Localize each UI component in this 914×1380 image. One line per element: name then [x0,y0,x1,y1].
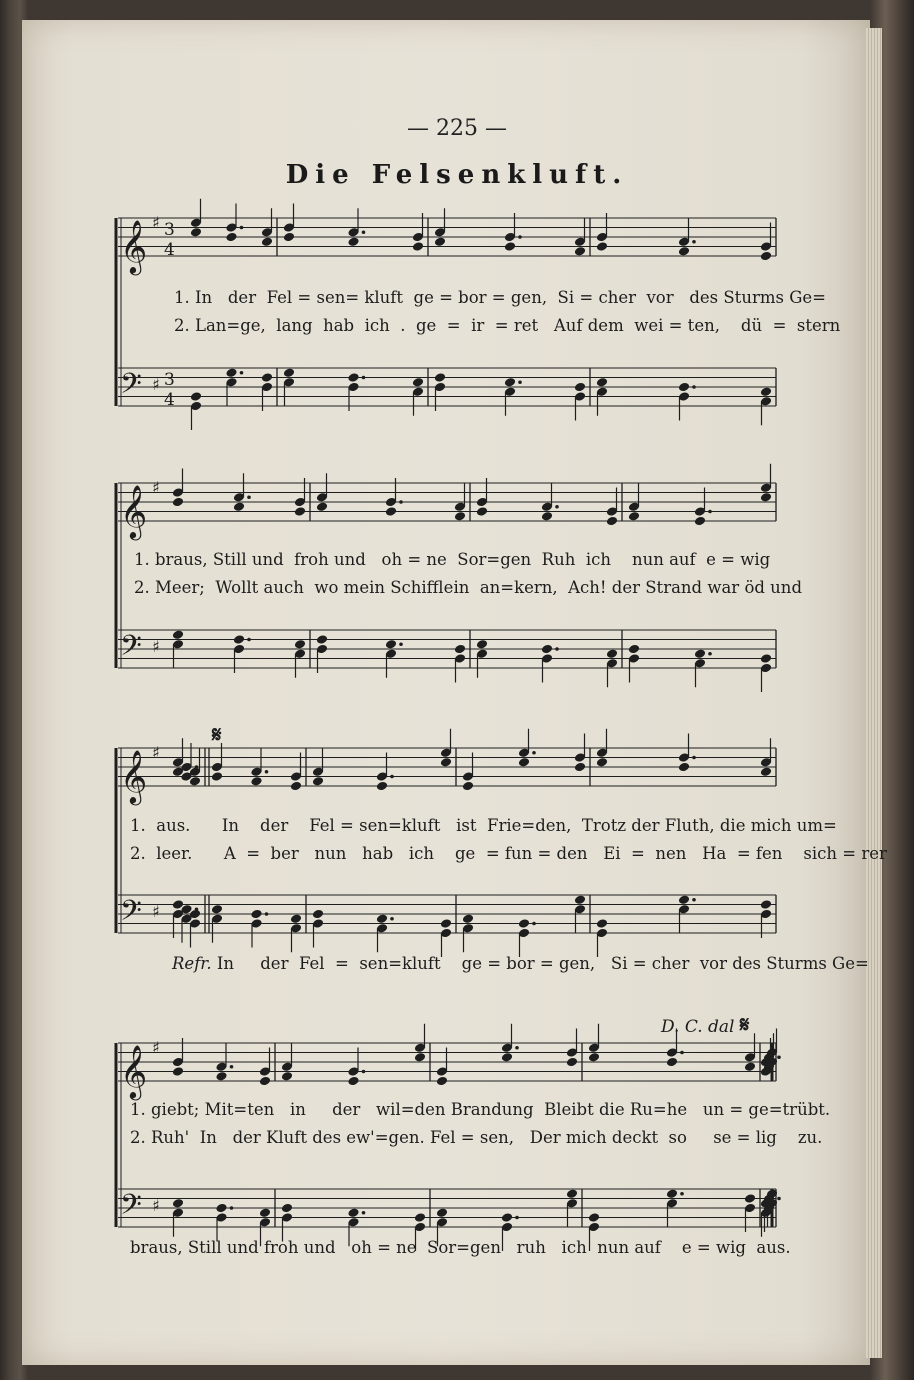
augmentation-dot [692,898,696,902]
note-head [596,377,608,388]
note-head [541,511,553,522]
augmentation-dot [680,1192,684,1196]
treble-clef-icon: 𝄞 [120,484,148,538]
bass-clef-icon: 𝄢 [120,367,142,408]
augmentation-dot [247,495,251,499]
time-signature-top: 3 [164,370,175,390]
note-head [504,241,516,252]
note-head [385,639,397,650]
note-head [233,634,245,645]
system-1-lyric-verse-1: 1. In der Fel = sen= kluft ge = bor = gen, Si = cher vor des Sturms Ge= [174,288,826,307]
note-head [760,492,772,503]
dal-segno-instruction [661,1012,749,1038]
note-head [261,372,273,383]
note-head [744,1193,756,1204]
note-head [385,506,397,517]
note-head [434,236,446,247]
system-3-lyric-verse-1: 1. aus. In der Fel = sen=kluft ist Frie=den, Trotz der Fluth, die mich um= [130,816,837,835]
note-head [190,227,202,238]
bass-clef-icon: 𝄢 [120,894,142,935]
key-signature-sharp: ♯ [152,1038,160,1057]
note-head [290,781,302,792]
note-head [440,918,452,929]
system-1-lyric-verse-2: 2. Lan=ge, lang hab ich . ge = ir = ret Auf dem wei = ten, dü = stern [174,316,841,335]
key-signature-sharp: ♯ [152,478,160,497]
time-signature-bottom: 4 [164,390,175,410]
augmentation-dot [692,756,696,760]
system-2-lyric-verse-1: 1. braus, Still und froh und oh = ne Sor=gen Ruh ich nun auf e = wig [134,550,771,569]
note-head [312,776,324,787]
note-head [211,904,223,915]
note-head [574,762,586,773]
note-head [436,1207,448,1218]
augmentation-dot [240,226,244,230]
augmentation-dot [390,775,394,779]
note-head [347,1207,359,1218]
note-head [440,757,452,768]
system-4-lyric-verse-1: 1. giebt; Mit=ten in der wil=den Brandung Bleibt die Ru=he un = ge=trübt. [130,1100,831,1119]
segno-sign: 𝄋 [212,722,222,748]
note-head [316,501,328,512]
system-2-lyric-verse-2: 2. Meer; Wollt auch wo mein Schifflein an=kern, Ach! der Strand war öd und [134,578,803,597]
note-head [628,644,640,655]
key-signature-sharp: ♯ [152,902,160,921]
system-4-refrain: braus, Still und froh und oh = ne Sor=gen ruh ich nun auf e = wig aus. [130,1238,791,1257]
key-signature-sharp: ♯ [152,637,160,656]
note-head [436,1076,448,1087]
note-head [666,1188,678,1199]
treble-clef-icon: 𝄞 [120,749,148,803]
note-head [312,909,324,920]
augmentation-dot [362,230,366,234]
augmentation-dot [680,1051,684,1055]
system-3-refrain [172,954,869,973]
note-head [462,913,474,924]
note-head [606,648,618,659]
note-head [501,1212,513,1223]
augmentation-dot [247,638,251,642]
note-head [596,757,608,768]
note-head [574,894,586,905]
note-head [250,909,262,920]
note-head [462,781,474,792]
note-head [454,511,466,522]
augmentation-dot [555,505,559,509]
note-head [678,246,690,257]
note-head [606,516,618,527]
augmentation-dot [265,770,269,774]
dc-label: D. C. dal [661,1017,735,1037]
augmentation-dot [708,510,712,514]
augmentation-dot [230,1065,234,1069]
note-head [596,241,608,252]
system-3-lyric-verse-2: 2. leer. A = ber nun hab ich ge = fun = den Ei = nen Ha = fen sich = rer [130,844,887,863]
augmentation-dot [390,917,394,921]
note-head [376,781,388,792]
augmentation-dot [265,912,269,916]
note-head [760,386,772,397]
note-head [290,913,302,924]
note-head [172,629,184,640]
note-head [501,1052,513,1063]
note-head [172,497,184,508]
note-head [476,506,488,517]
augmentation-dot [515,1216,519,1220]
note-head [225,367,237,378]
time-signature-bottom: 4 [164,240,175,260]
augmentation-dot [362,376,366,380]
augmentation-dot [362,1070,366,1074]
note-head [259,1207,271,1218]
page-number: — 225 — [407,116,507,141]
augmentation-dot [777,1197,781,1201]
note-head [347,372,359,383]
time-signature-top: 3 [164,220,175,240]
key-signature-sharp: ♯ [152,743,160,762]
note-head [190,391,202,402]
bass-clef-icon: 𝄢 [120,629,142,670]
note-head [518,757,530,768]
note-head [172,1198,184,1209]
dc-segno-sign: 𝄋 [739,1012,750,1038]
augmentation-dot [518,235,522,239]
augmentation-dot [532,922,536,926]
note-head [376,913,388,924]
note-head [294,639,306,650]
note-head [412,241,424,252]
note-head [678,382,690,393]
augmentation-dot [515,1046,519,1050]
augmentation-dot [230,1206,234,1210]
note-head [566,1057,578,1068]
note-head [628,511,640,522]
note-head [259,1076,271,1087]
song-title: Die Felsenkluft. [285,160,629,190]
note-head [225,232,237,243]
note-head [233,501,245,512]
bass-clef-icon: 𝄢 [120,1188,142,1229]
note-head [596,918,608,929]
note-head [694,516,706,527]
augmentation-dot [518,380,522,384]
note-head [518,918,530,929]
key-signature-sharp: ♯ [152,213,160,232]
note-head [760,899,772,910]
note-head [678,762,690,773]
note-head [261,236,273,247]
augmentation-dot [692,240,696,244]
system-4-lyric-verse-2: 2. Ruh' In der Kluft des ew'=gen. Fel = sen, Der mich deckt so se = lig zu. [130,1128,823,1147]
note-head [694,648,706,659]
note-head [574,246,586,257]
note-head [414,1052,426,1063]
note-head [434,372,446,383]
note-head [666,1057,678,1068]
augmentation-dot [240,371,244,375]
augmentation-dot [777,1055,781,1059]
note-head [574,382,586,393]
note-head [172,1066,184,1077]
augmentation-dot [708,652,712,656]
note-head [541,644,553,655]
note-head [454,644,466,655]
note-head [414,1212,426,1223]
note-head [215,1071,227,1082]
note-head [250,776,262,787]
augmentation-dot [555,647,559,651]
note-head [588,1212,600,1223]
augmentation-dot [399,642,403,646]
augmentation-dot [692,385,696,389]
note-head [760,653,772,664]
note-head [566,1188,578,1199]
note-head [412,377,424,388]
refrain-text: In der Fel = sen=kluft ge = bor = gen, Si = cher vor des Sturms Ge= [211,954,869,973]
treble-clef-icon: 𝄞 [120,219,148,273]
refrain-label: Refr. [172,954,212,973]
note-head [281,1203,293,1214]
note-head [760,766,772,777]
note-head [347,236,359,247]
note-head [281,1071,293,1082]
augmentation-dot [532,751,536,755]
note-head [744,1061,756,1072]
note-head [504,377,516,388]
note-head [588,1052,600,1063]
note-head [211,771,223,782]
augmentation-dot [399,500,403,504]
note-head [347,1076,359,1087]
note-head [283,232,295,243]
note-head [678,894,690,905]
note-head [476,639,488,650]
treble-clef-icon: 𝄞 [120,1044,148,1098]
note-head [760,251,772,262]
note-head [316,634,328,645]
key-signature-sharp: ♯ [152,375,160,394]
note-head [215,1203,227,1214]
note-head [294,506,306,517]
key-signature-sharp: ♯ [152,1196,160,1215]
note-head [283,367,295,378]
augmentation-dot [362,1211,366,1215]
